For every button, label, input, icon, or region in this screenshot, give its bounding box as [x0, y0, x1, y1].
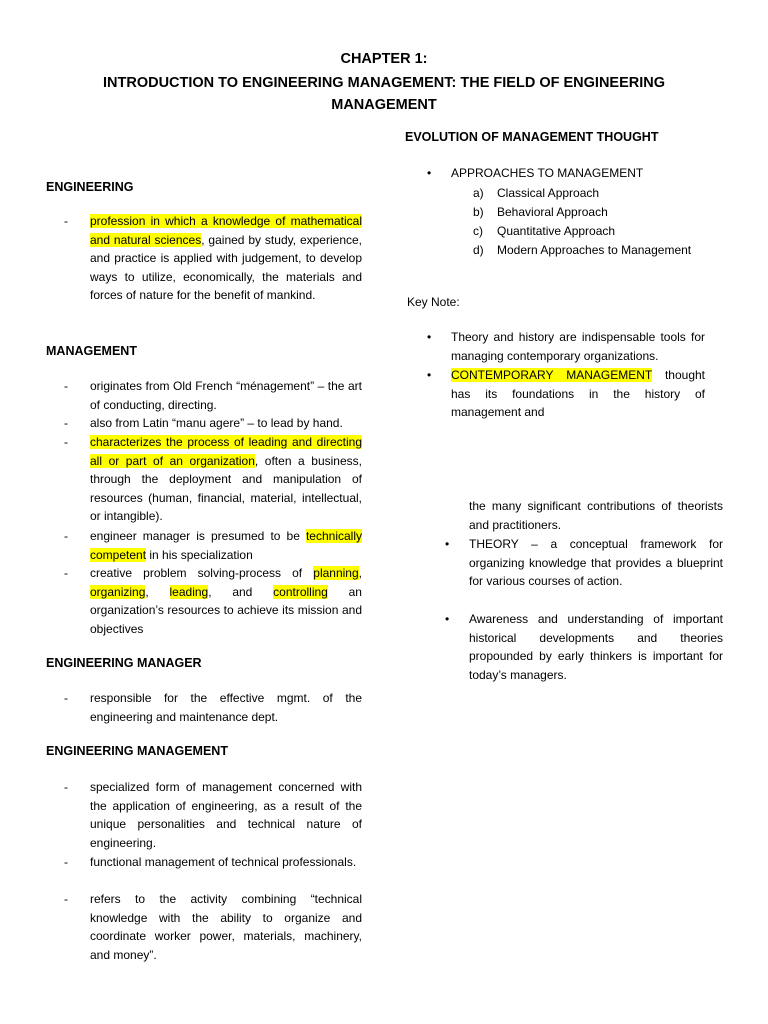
- list-item-text: engineer manager is presumed to be technically competent in his specialization: [90, 529, 362, 562]
- list-item-text: originates from Old French “ménagement” – the art of conducting, directing.: [90, 379, 362, 412]
- dash-marker: -: [64, 379, 68, 393]
- bullet-icon: •: [427, 166, 432, 180]
- bullet-icon: •: [427, 368, 432, 382]
- dash-marker: -: [64, 529, 68, 543]
- list-item-text: profession in which a knowledge of mathematical and natural sciences, gained by study, experience, and practice is applied with judgement, to develop ways to utilize, economically, the materials and forces of nature for the benefit of mankind.: [90, 214, 362, 303]
- document-page: CHAPTER 1: INTRODUCTION TO ENGINEERING MANAGEMENT: THE FIELD OF ENGINEERING MANAGEMENT ENGINEERING - profession in which a knowledge of mathematical and natural sciences, gained by study, experience, and practice is applied with judgement, to develop ways to utilize, economically, the materials and forces of nature for the benefit of mankind. MANAGEMENT - originates from Old French “ménagement” – the art of conducting, directing. - also from Latin “manu agere” – to lead by hand. - characterizes the process of leading and directing all or part of an organization, often a business, through the deployment and manipulation of resources (human, financial, material, intellectual, or intangible). - engineer manager is presumed to be technically competent in his specialization - creative problem solving-process of planning, organizing, leading, and controlling an organization’s resources to achieve its mission and objectives ENGINEERING MANAGER - responsible for the effective mgmt. of the engineering and maintenance dept. ENGINEERING MANAGEMENT - specialized form of management concerned with the application of engineering, as a result of the unique personalities and technical nature of engineering. - functional management of technical professionals. - refers to the activity combining “technical knowledge with the ability to organize and coordinate worker power, materials, machinery, and money”. EVOLUTION OF MANAGEMENT THOUGHT • APPROACHES TO MANAGEMENT a) Classical Approach b) Behavioral Approach c) Quantitative Approach d) Modern Approaches to Management Key Note: • Theory and history are indispensable tools for managing contemporary organizations. • CONTEMPORARY MANAGEMENT thought has its foundations in the history of management and the many significant contributions of theorists and practitioners. • THEORY – a conceptual framework for organizing knowledge that provides a blueprint for various courses of action. • Awareness and understanding of important historical developments and theories propounded by early thinkers is important for today’s managers.: [0, 0, 768, 1024]
- list-item-text: also from Latin “manu agere” – to lead by hand.: [90, 416, 343, 430]
- highlighted-text: organizing: [90, 584, 146, 599]
- section-heading-engineering-management: ENGINEERING MANAGEMENT: [46, 744, 228, 758]
- dash-marker: -: [64, 691, 68, 705]
- list-item-text: specialized form of management concerned with the application of engineering, as a result of the unique personalities and technical nature of engineering.: [90, 780, 362, 850]
- highlighted-text: characterizes the process of leading and directing all or part of an organization: [90, 435, 362, 468]
- list-item-text: creative problem solving-process of planning, organizing, leading, and controlling an organization’s resources to achieve its mission and objectives: [90, 566, 362, 636]
- bullet-icon: •: [445, 537, 450, 551]
- continuation-text: the many significant contributions of theorists and practitioners.: [469, 499, 723, 532]
- list-item-text: characterizes the process of leading and directing all or part of an organization, often a business, through the deployment and manipulation of resources (human, financial, material, intellectual, or intangible).: [90, 435, 362, 524]
- dash-marker: -: [64, 435, 68, 449]
- highlighted-text: controlling: [273, 584, 328, 599]
- highlighted-text: profession in which a knowledge of mathematical and natural sciences: [90, 214, 362, 247]
- dash-marker: -: [64, 780, 68, 794]
- dash-marker: -: [64, 214, 68, 228]
- section-heading-management: MANAGEMENT: [46, 344, 137, 358]
- dash-marker: -: [64, 855, 68, 869]
- dash-marker: -: [64, 566, 68, 580]
- list-item-text: THEORY – a conceptual framework for organizing knowledge that provides a blueprint for various courses of action.: [469, 537, 723, 589]
- list-item-text: Theory and history are indispensable tools for managing contemporary organizations.: [451, 330, 705, 363]
- dash-marker: -: [64, 892, 68, 906]
- chapter-title: INTRODUCTION TO ENGINEERING MANAGEMENT: THE FIELD OF ENGINEERING MANAGEMENT: [102, 75, 666, 113]
- key-note-label: Key Note:: [407, 295, 460, 309]
- list-item-text: refers to the activity combining “technical knowledge with the ability to organize and coordinate worker power, materials, machinery, and money”.: [90, 892, 362, 962]
- highlighted-text: technically competent: [90, 529, 362, 562]
- section-heading-engineering-manager: ENGINEERING MANAGER: [46, 656, 202, 670]
- approaches-label: APPROACHES TO MANAGEMENT: [451, 166, 644, 180]
- chapter-label: CHAPTER 1:: [340, 51, 428, 67]
- list-item-text: Awareness and understanding of important historical developments and theories propounded by early thinkers is important for today’s managers.: [469, 612, 723, 682]
- bullet-icon: •: [427, 330, 432, 344]
- highlighted-text: planning: [313, 566, 359, 580]
- list-item-text: CONTEMPORARY MANAGEMENT thought has its foundations in the history of management and: [451, 368, 705, 420]
- section-heading-engineering: ENGINEERING: [46, 180, 134, 194]
- dash-marker: -: [64, 416, 68, 430]
- bullet-icon: •: [445, 612, 450, 626]
- list-item-text: responsible for the effective mgmt. of the engineering and maintenance dept.: [90, 691, 362, 724]
- highlighted-text: CONTEMPORARY MANAGEMENT: [451, 368, 652, 382]
- list-item-text: functional management of technical professionals.: [90, 855, 357, 869]
- highlighted-text: leading: [169, 584, 209, 599]
- section-heading-evolution: EVOLUTION OF MANAGEMENT THOUGHT: [405, 130, 659, 144]
